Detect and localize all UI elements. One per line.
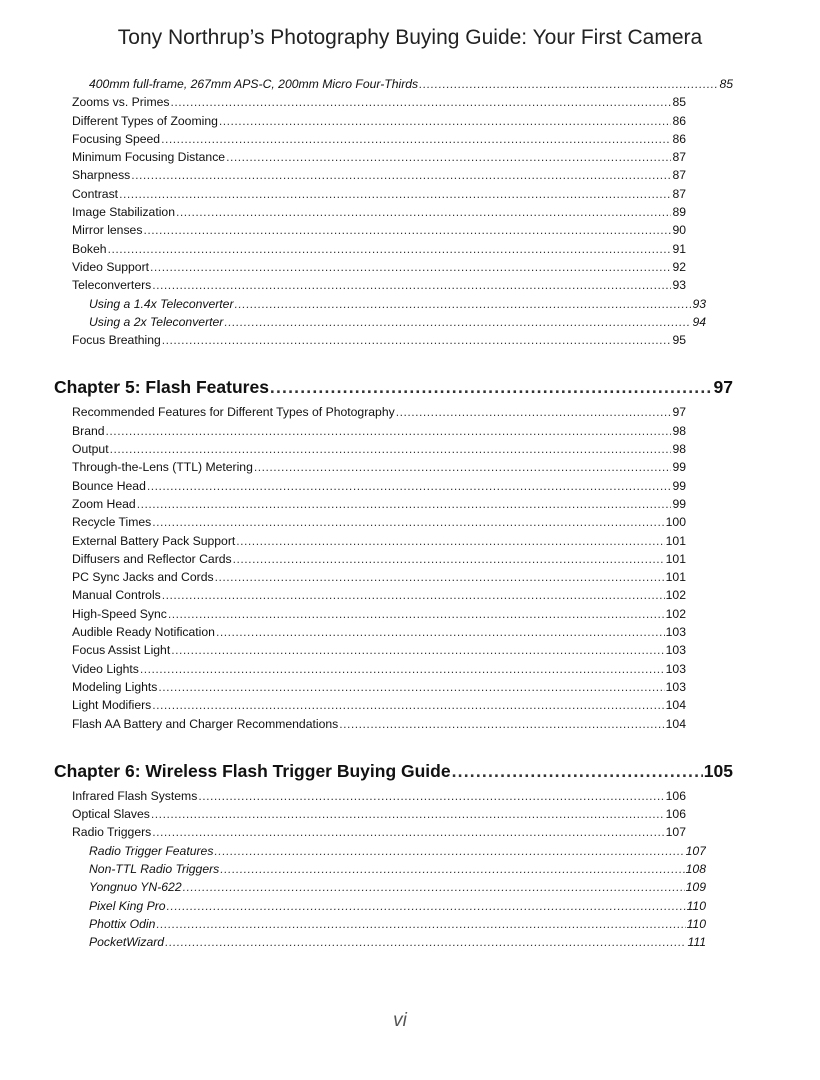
dot-leader (143, 221, 671, 239)
toc-entry[interactable] (72, 112, 686, 130)
dot-leader (224, 313, 691, 331)
toc-entry-title: PocketWizard (89, 935, 165, 950)
toc-entry[interactable] (72, 805, 686, 823)
toc-entry-title: Focus Breathing (72, 333, 161, 348)
toc-entry-page: 106 (665, 788, 686, 803)
toc-entry[interactable] (72, 605, 686, 623)
toc-entry-page: 98 (672, 423, 686, 438)
toc-entry[interactable] (72, 641, 686, 659)
toc-entry-title: Teleconverters (72, 278, 152, 293)
toc-entry[interactable] (89, 878, 706, 896)
dot-leader (106, 422, 672, 440)
toc-entry-page: 101 (665, 551, 686, 566)
toc-entry-page: 109 (685, 880, 706, 895)
toc-entry[interactable] (72, 550, 686, 568)
dot-leader (119, 185, 671, 203)
dot-leader (168, 605, 665, 623)
dot-leader (165, 933, 686, 951)
toc-entry-page: 106 (665, 807, 686, 822)
toc-entry-title: Pixel King Pro (89, 898, 166, 913)
chapter-6-entries (0, 787, 820, 842)
dot-leader (176, 203, 671, 221)
toc-entry-title: Brand (72, 423, 105, 438)
dot-leader (110, 440, 672, 458)
dot-leader (220, 860, 684, 878)
toc-entry-page: 99 (672, 460, 686, 475)
toc-entry-title: Output (72, 442, 109, 457)
table-of-contents (0, 75, 820, 951)
dot-leader (233, 550, 665, 568)
dot-leader (198, 787, 664, 805)
dot-leader (147, 477, 672, 495)
toc-entry-page: 87 (672, 150, 686, 165)
toc-entry[interactable] (72, 586, 686, 604)
toc-entry[interactable] (89, 915, 706, 933)
dot-leader (156, 915, 685, 933)
toc-entry-title: Minimum Focusing Distance (72, 150, 226, 165)
toc-entry-title: Mirror lenses (72, 223, 143, 238)
toc-entry-title: Manual Controls (72, 588, 161, 603)
toc-entry[interactable] (72, 823, 686, 841)
toc-entry[interactable] (72, 495, 686, 513)
toc-entry[interactable] (72, 148, 686, 166)
toc-entry-page: 100 (665, 515, 686, 530)
toc-entry-page: 93 (692, 296, 706, 311)
dot-leader (219, 112, 672, 130)
toc-entry[interactable] (72, 568, 686, 586)
dot-leader (161, 130, 671, 148)
dot-leader (171, 641, 664, 659)
toc-section-a-subitems (0, 295, 820, 332)
toc-entry-page: 91 (672, 241, 686, 256)
dot-leader (152, 823, 664, 841)
dot-leader (171, 93, 672, 111)
toc-entry-title: Focus Assist Light (72, 643, 171, 658)
chapter-5-entries (0, 403, 820, 732)
dot-leader (162, 331, 672, 349)
toc-entry[interactable] (89, 860, 706, 878)
dot-leader (140, 660, 665, 678)
toc-entry-page: 110 (686, 916, 706, 931)
toc-entry-title: Flash AA Battery and Charger Recommendations (72, 716, 339, 731)
dot-leader (235, 295, 692, 313)
toc-entry-title: Modeling Lights (72, 679, 158, 694)
toc-entry-title: Light Modifiers (72, 698, 152, 713)
dot-leader (270, 374, 713, 400)
toc-entry-page: 92 (672, 259, 686, 274)
toc-entry-title: Diffusers and Reflector Cards (72, 551, 232, 566)
dot-leader (254, 458, 672, 476)
toc-entry[interactable] (89, 75, 733, 93)
toc-entry[interactable] (72, 240, 686, 258)
toc-entry[interactable] (72, 185, 686, 203)
toc-entry-page: 99 (672, 478, 686, 493)
toc-entry-title: Using a 1.4x Teleconverter (89, 296, 234, 311)
toc-entry-page: 85 (672, 95, 686, 110)
toc-entry-title: Infrared Flash Systems (72, 788, 198, 803)
toc-entry-page: 86 (672, 113, 686, 128)
toc-entry-title: Contrast (72, 186, 119, 201)
toc-entry-page: 110 (686, 898, 706, 913)
toc-entry[interactable] (72, 660, 686, 678)
dot-leader (151, 805, 665, 823)
dot-leader (396, 403, 672, 421)
dot-leader (419, 75, 718, 93)
dot-leader (131, 166, 671, 184)
toc-entry-page: 87 (672, 168, 686, 183)
toc-entry-page: 99 (672, 496, 686, 511)
toc-entry-page: 103 (665, 679, 686, 694)
toc-entry-page: 85 (719, 77, 733, 91)
dot-leader (152, 513, 664, 531)
dot-leader (137, 495, 672, 513)
toc-entry[interactable] (72, 203, 686, 221)
dot-leader (183, 878, 685, 896)
toc-entry[interactable] (72, 532, 686, 550)
toc-entry-title: Sharpness (72, 168, 131, 183)
toc-entry-page: 107 (665, 825, 686, 840)
toc-entry[interactable] (72, 513, 686, 531)
toc-entry[interactable] (72, 130, 686, 148)
toc-entry-title: Recommended Features for Different Types of Photography (72, 405, 395, 420)
toc-entry-title: Recycle Times (72, 515, 152, 530)
dot-leader (226, 148, 671, 166)
toc-entry[interactable] (72, 276, 686, 294)
toc-entry[interactable] (72, 787, 686, 805)
toc-entry-title: Through-the-Lens (TTL) Metering (72, 460, 253, 475)
toc-entry[interactable] (72, 477, 686, 495)
toc-entry[interactable] (72, 458, 686, 476)
toc-entry[interactable] (89, 933, 706, 951)
toc-entry-page: 94 (692, 314, 706, 329)
dot-leader (150, 258, 671, 276)
page-title: Tony Northrup’s Photography Buying Guide: Your First Camera (117, 26, 703, 49)
dot-leader (236, 532, 664, 550)
toc-entry-title: Radio Triggers (72, 825, 152, 840)
toc-entry[interactable] (72, 331, 686, 349)
toc-entry-title: Bokeh (72, 241, 107, 256)
toc-entry[interactable] (72, 696, 686, 714)
toc-entry-page: 111 (687, 935, 706, 950)
toc-entry[interactable] (72, 422, 686, 440)
toc-entry[interactable] (72, 440, 686, 458)
dot-leader (152, 696, 664, 714)
toc-entry-page: 87 (672, 186, 686, 201)
toc-entry-page: 104 (665, 716, 686, 731)
toc-entry[interactable] (72, 221, 686, 239)
dot-leader (158, 678, 664, 696)
toc-entry-title: Focusing Speed (72, 131, 161, 146)
toc-entry-title: Yongnuo YN-622 (89, 880, 182, 895)
dot-leader (167, 897, 686, 915)
toc-section-a (0, 93, 820, 294)
toc-entry-page: 90 (672, 223, 686, 238)
toc-entry[interactable] (89, 295, 706, 313)
toc-entry-page: 97 (672, 405, 686, 420)
toc-entry-page: 103 (665, 643, 686, 658)
chapter-heading-5[interactable] (54, 374, 733, 400)
dot-leader (108, 240, 672, 258)
toc-entry-title: 400mm full-frame, 267mm APS-C, 200mm Micro Four-Thirds (89, 77, 419, 91)
toc-entry-title: Bounce Head (72, 478, 146, 493)
toc-entry[interactable] (89, 313, 706, 331)
toc-entry-title: Optical Slaves (72, 807, 150, 822)
toc-entry-title: Non-TTL Radio Triggers (89, 861, 220, 876)
toc-entry-title: Audible Ready Notification (72, 625, 215, 640)
toc-entry-page: 102 (665, 606, 686, 621)
dot-leader (214, 842, 684, 860)
toc-entry-page: 95 (672, 333, 686, 348)
toc-entry[interactable] (72, 93, 686, 111)
toc-entry-page: 104 (665, 698, 686, 713)
toc-entry[interactable] (72, 678, 686, 696)
toc-entry-page: 107 (685, 843, 706, 858)
toc-entry-title: Phottix Odin (89, 916, 156, 931)
toc-entry-page: 98 (672, 442, 686, 457)
toc-entry-page: 103 (665, 661, 686, 676)
dot-leader (162, 586, 665, 604)
toc-entry-page: 102 (665, 588, 686, 603)
chapter-page: 105 (703, 760, 733, 781)
chapter-6-subentries (0, 842, 820, 952)
toc-entry[interactable] (89, 842, 706, 860)
toc-entry-page: 108 (685, 861, 706, 876)
toc-entry-page: 101 (665, 570, 686, 585)
toc-entry-title: High-Speed Sync (72, 606, 167, 621)
toc-entry[interactable] (72, 623, 686, 641)
toc-entry[interactable] (72, 166, 686, 184)
toc-entry[interactable] (89, 897, 706, 915)
toc-entry-title: Different Types of Zooming (72, 113, 218, 128)
toc-entry-title: Video Support (72, 259, 150, 274)
chapter-heading-6[interactable] (54, 758, 733, 784)
toc-entry-title: Zooms vs. Primes (72, 95, 170, 110)
toc-entry-page: 103 (665, 625, 686, 640)
toc-entry-title: Radio Trigger Features (89, 843, 214, 858)
dot-leader (215, 568, 665, 586)
dot-leader (452, 758, 703, 784)
dot-leader (152, 276, 671, 294)
toc-entry-title: PC Sync Jacks and Cords (72, 570, 214, 585)
toc-entry-page: 86 (672, 131, 686, 146)
toc-entry-title: Zoom Head (72, 496, 136, 511)
dot-leader (216, 623, 665, 641)
toc-entry[interactable] (72, 715, 686, 733)
toc-entry[interactable] (72, 258, 686, 276)
toc-entry-page: 93 (672, 278, 686, 293)
toc-entry-title: External Battery Pack Support (72, 533, 236, 548)
toc-entry-title: Image Stabilization (72, 205, 175, 220)
chapter-title: Chapter 5: Flash Features (54, 377, 269, 398)
toc-entry[interactable] (72, 403, 686, 421)
chapter-title: Chapter 6: Wireless Flash Trigger Buying Guide (54, 760, 451, 781)
page-number: vi (393, 1010, 407, 1031)
toc-entry-page: 101 (665, 533, 686, 548)
dot-leader (339, 715, 664, 733)
chapter-page: 97 (713, 377, 733, 398)
toc-entry-page: 89 (672, 205, 686, 220)
toc-entry-title: Video Lights (72, 661, 139, 676)
toc-entry-title: Using a 2x Teleconverter (89, 314, 224, 329)
